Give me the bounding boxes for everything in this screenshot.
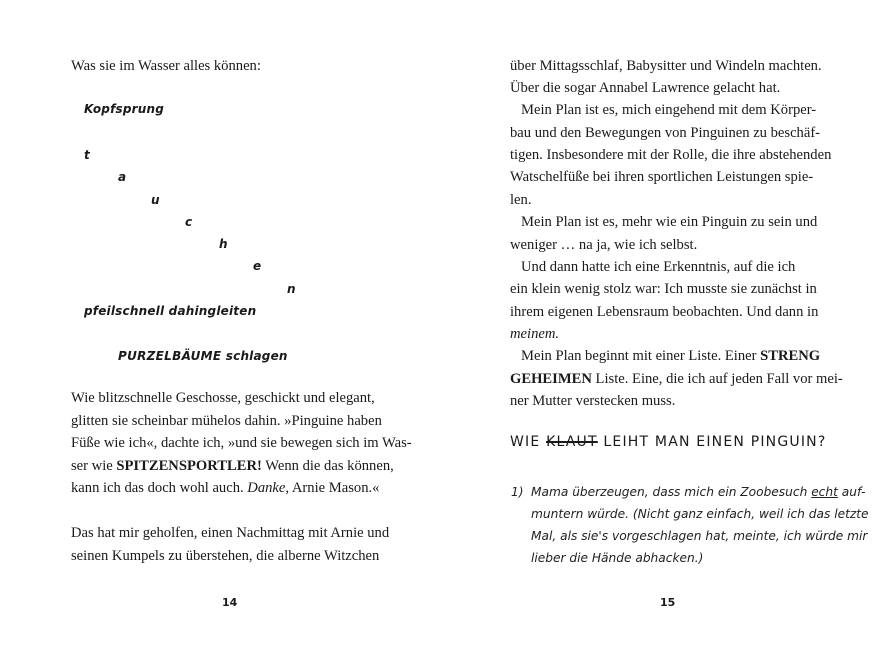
text-run: Liste. Eine, die ich auf jeden Fall vor mei-	[591, 371, 843, 387]
purzelbaeume-rest: schlagen	[221, 349, 288, 363]
list-number: 1)	[511, 485, 524, 499]
body-line: Mein Plan ist es, mehr wie ein Pinguin zu sein und	[521, 214, 818, 230]
body-line: weniger … na ja, wie ich selbst.	[510, 237, 698, 253]
body-line	[71, 477, 379, 500]
purzelbaeume-caps: PURZELBÄUME	[118, 349, 222, 363]
body-line: len.	[510, 192, 532, 208]
kopfsprung-label: Kopfsprung	[84, 102, 165, 116]
heading-text: LEIHT MAN EINEN PINGUIN?	[597, 434, 827, 450]
body-line	[510, 323, 559, 346]
right-page	[447, 0, 895, 648]
text-run: Mein Plan beginnt mit einer Liste. Einer	[521, 348, 761, 364]
page-number: 14	[222, 596, 238, 609]
tauchen-letter: c	[185, 215, 193, 229]
text-run: Mama überzeugen, dass mich ein Zoobesuch	[531, 485, 812, 499]
text-run: ser wie	[71, 458, 117, 474]
body-line: über Mittagsschlaf, Babysitter und Windeln machten.	[510, 58, 822, 74]
list-heading	[510, 434, 827, 450]
intro-line: Was sie im Wasser alles können:	[71, 58, 261, 74]
body-line: Füße wie ich«, dachte ich, »und sie bewegen sich im Was-	[71, 435, 412, 451]
text-run: , Arnie Mason.«	[285, 480, 380, 496]
tauchen-letter: n	[287, 282, 296, 296]
purzelbaeume-label	[118, 349, 288, 363]
body-line	[71, 455, 394, 478]
bold-text: STRENG	[760, 348, 821, 364]
body-line: tigen. Insbesondere mit der Rolle, die ihre abstehenden	[510, 147, 832, 163]
page-number: 15	[660, 596, 676, 609]
list-line: lieber die Hände abhacken.)	[531, 551, 704, 565]
body-line: Das hat mir geholfen, einen Nachmittag mit Arnie und	[71, 525, 390, 541]
bold-text: SPITZENSPORTLER!	[116, 458, 262, 474]
body-line: Und dann hatte ich eine Erkenntnis, auf die ich	[521, 259, 796, 275]
italic-text: Danke	[247, 480, 286, 496]
bold-text: GEHEIMEN	[510, 371, 592, 387]
list-line	[531, 481, 865, 503]
list-line: muntern würde. (Nicht ganz einfach, weil ich das letzte	[531, 507, 869, 521]
body-line: Über die sogar Annabel Lawrence gelacht hat.	[510, 80, 781, 96]
body-line: Wie blitzschnelle Geschosse, geschickt und elegant,	[71, 390, 375, 406]
tauchen-letter: u	[151, 193, 160, 207]
text-run: Wenn die das können,	[261, 458, 394, 474]
tauchen-letter: t	[84, 148, 90, 162]
left-page	[0, 0, 447, 648]
list-line: Mal, als sie's vorgeschlagen hat, meinte, ich würde mir	[531, 529, 868, 543]
text-run: auf-	[837, 485, 866, 499]
gleiten-label: pfeilschnell dahingleiten	[84, 304, 257, 318]
body-line: ihrem eigenen Lebensraum beobachten. Und dann in	[510, 304, 819, 320]
body-line: ein klein wenig stolz war: Ich musste sie zunächst in	[510, 281, 817, 297]
body-line: Watschelfüße bei ihren sportlichen Leistungen spie-	[510, 169, 814, 185]
tauchen-letter: a	[118, 170, 127, 184]
body-line: Mein Plan ist es, mich eingehend mit dem Körper-	[521, 102, 817, 118]
heading-text: WIE	[510, 434, 547, 450]
tauchen-letter: h	[219, 237, 228, 251]
body-line: glitten sie scheinbar mühelos dahin. »Pinguine haben	[71, 413, 382, 429]
tauchen-letter: e	[253, 259, 262, 273]
body-line: seinen Kumpels zu überstehen, die alberne Witzchen	[71, 548, 380, 564]
struck-word: KLAUT	[546, 434, 598, 450]
underlined-word: echt	[811, 485, 838, 499]
italic-text: meinem.	[510, 326, 560, 342]
body-line: ner Mutter verstecken muss.	[510, 393, 676, 409]
text-run: kann ich das doch wohl auch.	[71, 480, 248, 496]
body-line: bau und den Bewegungen von Pinguinen zu beschäf-	[510, 125, 821, 141]
body-line	[521, 345, 820, 368]
body-line	[510, 368, 843, 391]
